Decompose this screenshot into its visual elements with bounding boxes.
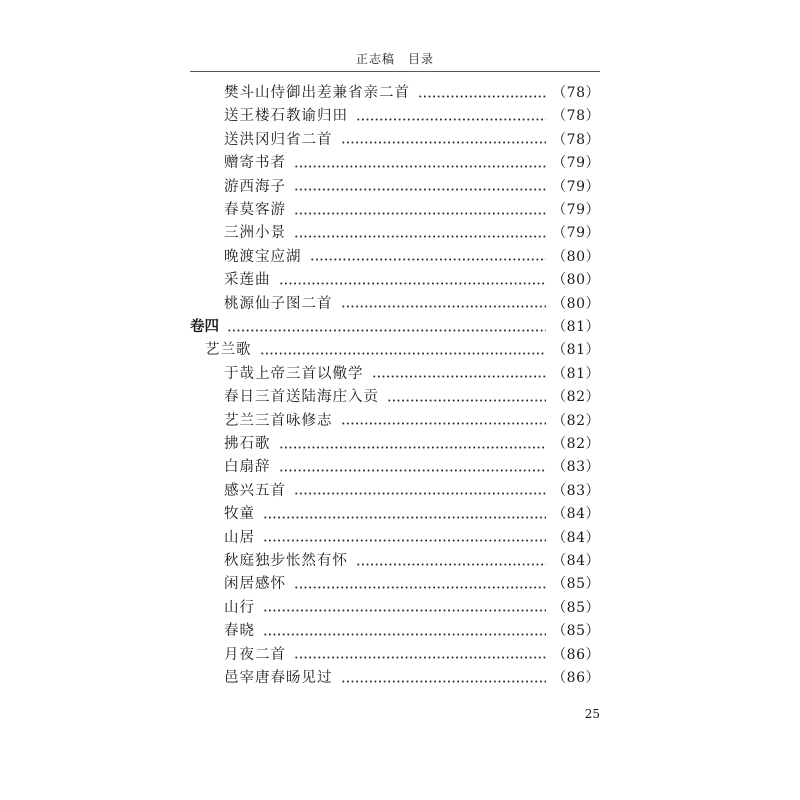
dot-leader bbox=[294, 188, 546, 191]
dot-leader bbox=[418, 95, 546, 98]
running-header: 正志稿 目录 bbox=[355, 52, 434, 66]
dot-leader bbox=[294, 492, 546, 495]
dot-leader bbox=[263, 539, 546, 542]
toc-entry-row bbox=[224, 246, 600, 269]
toc-entry-page: （85） bbox=[552, 599, 600, 616]
dot-leader bbox=[260, 352, 547, 355]
toc-entry-title: 白扇辞 bbox=[224, 459, 271, 476]
toc-entry-row bbox=[224, 199, 600, 222]
toc-entry-page: （78） bbox=[552, 85, 600, 101]
dot-leader bbox=[356, 118, 546, 121]
toc-entry-row bbox=[224, 480, 600, 503]
toc-entry-title: 采莲曲 bbox=[224, 272, 271, 289]
toc-entry-row bbox=[224, 222, 600, 245]
toc-entry-page: （85） bbox=[552, 576, 600, 593]
toc-entry-title: 卷四 bbox=[190, 319, 219, 335]
toc-entry-row bbox=[224, 129, 600, 152]
toc-entry-title: 邑宰唐春旸见过 bbox=[224, 670, 333, 686]
toc-entry-title: 送洪冈归省二首 bbox=[224, 131, 333, 148]
toc-entry-row bbox=[224, 527, 600, 550]
toc-entry-title: 桃源仙子图二首 bbox=[224, 295, 333, 312]
toc-entry-title: 春日三首送陆海庄入贡 bbox=[224, 389, 379, 406]
toc-entry-row bbox=[224, 386, 600, 409]
toc-entry-row bbox=[224, 456, 600, 479]
dot-leader bbox=[294, 165, 546, 168]
dot-leader bbox=[279, 446, 547, 449]
toc-entry-title: 拂石歌 bbox=[224, 436, 271, 452]
dot-leader bbox=[294, 586, 546, 589]
toc-entry-title: 秋庭独步怅然有怀 bbox=[224, 553, 348, 569]
toc-entry-page: （79） bbox=[552, 155, 600, 172]
toc-entry-page: （79） bbox=[552, 202, 600, 218]
toc-entry-row bbox=[224, 410, 600, 433]
toc-entry-row bbox=[224, 644, 600, 667]
toc-entry-row bbox=[224, 82, 600, 105]
dot-leader bbox=[227, 329, 546, 332]
toc-entry-page: （80） bbox=[552, 272, 600, 289]
page-number: 25 bbox=[584, 707, 600, 721]
toc-entry-title: 于哉上帝三首以儆学 bbox=[224, 365, 364, 382]
dot-leader bbox=[356, 563, 546, 566]
dot-leader bbox=[279, 282, 547, 285]
dot-leader bbox=[263, 609, 546, 612]
dot-leader bbox=[341, 305, 547, 308]
toc-entry-page: （84） bbox=[552, 529, 600, 546]
toc-entry-title: 游西海子 bbox=[224, 178, 286, 195]
dot-leader bbox=[341, 141, 547, 144]
toc-entry-row bbox=[224, 550, 600, 573]
toc-entry-title: 山居 bbox=[224, 529, 255, 546]
toc-entry-title: 赠寄书者 bbox=[224, 155, 286, 172]
toc-entry-page: （81） bbox=[552, 342, 600, 359]
toc-entry-row bbox=[224, 597, 600, 620]
toc-entry-page: （83） bbox=[552, 459, 600, 476]
toc-entry-page: （78） bbox=[552, 131, 600, 148]
toc-entry-row bbox=[224, 152, 600, 175]
toc-entry-row bbox=[224, 667, 600, 690]
dot-leader bbox=[310, 258, 547, 261]
toc-entry-row bbox=[224, 363, 600, 386]
toc-entry-page: （85） bbox=[552, 623, 600, 640]
toc-entry-page: （82） bbox=[552, 389, 600, 406]
toc-entry-row bbox=[224, 269, 600, 292]
toc-entry-page: （79） bbox=[552, 225, 600, 242]
toc-entry-title: 艺兰三首咏修志 bbox=[224, 412, 333, 429]
toc-entry-page: （80） bbox=[552, 248, 600, 265]
toc-volume-row bbox=[190, 316, 600, 339]
toc-entry-page: （80） bbox=[552, 295, 600, 312]
dot-leader bbox=[263, 516, 546, 519]
toc-entry-title: 牧童 bbox=[224, 506, 255, 523]
toc-entry-title: 春晓 bbox=[224, 623, 255, 640]
toc-entry-row bbox=[224, 176, 600, 199]
toc-entry-title: 春莫客游 bbox=[224, 202, 286, 218]
dot-leader bbox=[294, 212, 546, 215]
toc-entry-page: （82） bbox=[552, 436, 600, 452]
toc-entry-row bbox=[224, 503, 600, 526]
toc-entry-page: （83） bbox=[552, 482, 600, 499]
toc-entry-page: （79） bbox=[552, 178, 600, 195]
toc-entry-title: 闲居感怀 bbox=[224, 576, 286, 593]
dot-leader bbox=[279, 469, 547, 472]
toc-entry-title: 山行 bbox=[224, 599, 255, 616]
toc-entry-page: （78） bbox=[552, 108, 600, 125]
toc-entry-title: 感兴五首 bbox=[224, 482, 286, 499]
toc-entry-title: 月夜二首 bbox=[224, 646, 286, 663]
toc-entry-page: （84） bbox=[552, 506, 600, 523]
toc-entry-title: 艺兰歌 bbox=[205, 342, 252, 359]
toc-entry-row bbox=[224, 573, 600, 596]
toc-entry-page: （84） bbox=[552, 553, 600, 569]
toc-entry-title: 送王楼石教谕归田 bbox=[224, 108, 348, 125]
dot-leader bbox=[294, 656, 546, 659]
toc-entry-page: （81） bbox=[552, 319, 600, 335]
dot-leader bbox=[387, 399, 546, 402]
dot-leader bbox=[263, 633, 546, 636]
toc-entry-row bbox=[224, 433, 600, 456]
dot-leader bbox=[294, 235, 546, 238]
header-rule bbox=[190, 71, 600, 72]
toc-entry-page: （81） bbox=[552, 365, 600, 382]
toc-entry-title: 三洲小景 bbox=[224, 225, 286, 242]
dot-leader bbox=[341, 680, 547, 683]
toc-entry-row bbox=[205, 339, 600, 362]
toc-entry-page: （82） bbox=[552, 412, 600, 429]
toc-entry-page: （86） bbox=[552, 646, 600, 663]
toc-entry-title: 晚渡宝应湖 bbox=[224, 248, 302, 265]
toc-entry-row bbox=[224, 293, 600, 316]
dot-leader bbox=[341, 422, 547, 425]
toc-entry-title: 樊斗山侍御出差兼省亲二首 bbox=[224, 85, 410, 101]
toc-entry-page: （86） bbox=[552, 670, 600, 686]
dot-leader bbox=[372, 375, 547, 378]
toc-entry-row bbox=[224, 620, 600, 643]
toc-entry-row bbox=[224, 105, 600, 128]
